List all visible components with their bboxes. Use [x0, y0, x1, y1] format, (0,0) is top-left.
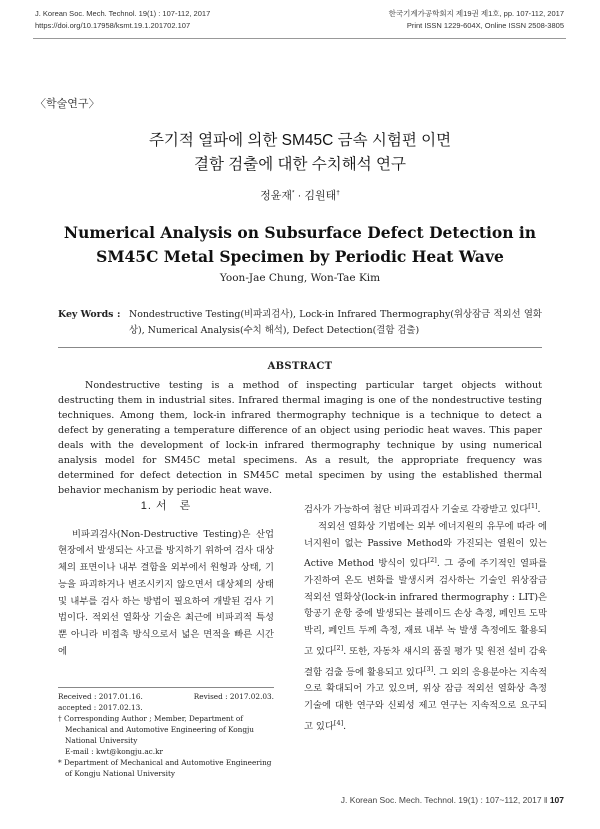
- korean-title-line2: 결함 검출에 대한 수치해석 연구: [194, 156, 406, 173]
- citation-ref[interactable]: [2]: [333, 643, 344, 652]
- citation-ref[interactable]: [3]: [423, 664, 434, 673]
- accepted-date: accepted : 2017.02.13.: [58, 703, 143, 712]
- citation-ref[interactable]: [1]: [528, 502, 538, 510]
- keywords-text: Nondestructive Testing(비파괴검사), Lock-in Infrared Thermography(위상잠금 적외선 열화상), Numerical Analysis(수치 해석), Defect Detection(결함 검출): [129, 309, 542, 336]
- citation-ref[interactable]: [4]: [333, 718, 344, 727]
- footer-citation: J. Korean Soc. Mech. Technol. 19(1) : 107~112, 2017: [340, 795, 542, 805]
- section-tag: 〈학술연구〉: [35, 98, 100, 110]
- author-mark-dagger: †: [336, 189, 340, 197]
- keywords-label: Key Words: [58, 309, 114, 320]
- author-name-korean-1: 정윤재: [260, 190, 293, 202]
- abstract-heading: ABSTRACT: [267, 361, 333, 372]
- intro-paragraph-1-continued: 검사가 가능하여 첨단 비파괴검사 기술로 각광받고 있다[1].: [304, 502, 541, 516]
- footnote-rule: [58, 687, 274, 688]
- journal-citation: J. Korean Soc. Mech. Technol. 19(1) : 107-112, 2017: [35, 9, 211, 18]
- received-revised-row: [58, 691, 274, 702]
- korean-title: [0, 129, 600, 177]
- section-heading-introduction: 1. 서 론: [140, 500, 192, 512]
- running-header-right: [389, 8, 564, 32]
- keywords-block: [58, 307, 542, 338]
- keywords-rule: [58, 347, 542, 348]
- received-date: Received : 2017.01.16.: [58, 692, 143, 701]
- english-title: [0, 221, 600, 269]
- footer-separator: ‖: [543, 795, 548, 805]
- issn-line: Print ISSN 1229-604X, Online ISSN 2508-3805: [406, 21, 564, 30]
- footnotes: [58, 691, 274, 779]
- revised-date: Revised : 2017.02.03.: [193, 692, 274, 701]
- right-column: [304, 498, 547, 736]
- page-footer: [341, 795, 564, 805]
- author-name-korean-2: · 김원태: [294, 190, 337, 202]
- left-column: [58, 498, 274, 660]
- doi-link[interactable]: https://doi.org/10.17958/ksmt.19.1.201702.107: [35, 21, 191, 30]
- english-title-line1: Numerical Analysis on Subsurface Defect Detection in: [63, 223, 537, 242]
- intro-paragraph-1: 비파괴검사(Non-Destructive Testing)은 산업현장에서 발생되는 사고를 방지하기 위하여 검사 대상체의 표면이나 내부 결함을 외부에서 원형과 상태, 기능을 파괴하거나 변조시키지 않으면서 대상체의 상태 및 내부를 검사 하는 방법이 필요하여 개발된 검사 기법이다. 적외선 열화상 기술은 최근에 비파괴적 특성뿐 아니라 비접촉 방식으로서 넓은 면적을 빠른 시간에: [58, 528, 274, 657]
- abstract-body: Nondestructive testing is a method of inspecting particular target objects without destructing them in industrial sites. Infrared thermal imaging is one of the nondestructive testing techniques. Among them, lock-in infrared thermography technique is a technique to detect a defect by generating a temperature difference of an object using periodic heat waves. This paper deals with the development of lock-in infrared thermography technique by using numerical analysis model for SM45C metal specimens. As a result, the appropriate frequency was determined for defect detection in SM45C metal specimen by using the established thermal behavior mechanism by periodic heat wave.: [58, 380, 542, 496]
- korean-authors: [0, 187, 600, 203]
- korean-title-line1: 주기적 열파에 의한 SM45C 금속 시험편 이면: [148, 132, 452, 149]
- running-header-left: [35, 8, 210, 32]
- coauthor-affiliation-note: * Department of Mechanical and Automotive Engineering of Kongju National University: [58, 758, 272, 778]
- english-title-line2: SM45C Metal Specimen by Periodic Heat Wave: [96, 247, 504, 266]
- english-authors: Yoon-Jae Chung, Won-Tae Kim: [219, 272, 381, 284]
- page-number: 107: [549, 795, 564, 805]
- email-line[interactable]: E-mail : kwt@kongju.ac.kr: [65, 747, 163, 756]
- header-rule: [33, 38, 566, 39]
- journal-citation-korean: 한국기계가공학회지 제19권 제1호, pp. 107-112, 2017: [388, 9, 564, 18]
- keywords-colon: :: [117, 309, 121, 320]
- author-mark-star: *: [292, 189, 295, 197]
- citation-ref[interactable]: [2]: [427, 556, 437, 565]
- corresponding-author-note: † Corresponding Author ; Member, Department of Mechanical and Automotive Engineering of Kongju National University: [58, 714, 254, 745]
- intro-paragraph-2: 적외선 열화상 기법에는 외부 에너지원의 유무에 따라 에너지원이 없는 Passive Method와 가진되는 열원이 있는 Active Method 방식이 있다[2]. 그 중에 주기적인 열파를 가진하여 온도 변화를 발생시켜 검사하는 기술인 위상잠금 적외선 열화상(lock-in infrared thermography : LIT)은 항공기 운항 중에 발생되는 블레이드 손상 측정, 페인트 도막 박리, 페인트 두께 측정, 재료 내부 녹 발생 측정에도 활용되고 있다[2]. 또한, 자동차 섀시의 품질 평가 및 원전 설비 감육 결함 검출 등에 활용되고 있다[3]. 그 외의 응용분야는 지속적으로 확대되어 가고 있으며, 위상 잠금 적외선 열화상 측정 기술에 대한 연구와 신뢰성 제고 연구는 지속적으로 요구되고 있다[4].: [304, 520, 547, 732]
